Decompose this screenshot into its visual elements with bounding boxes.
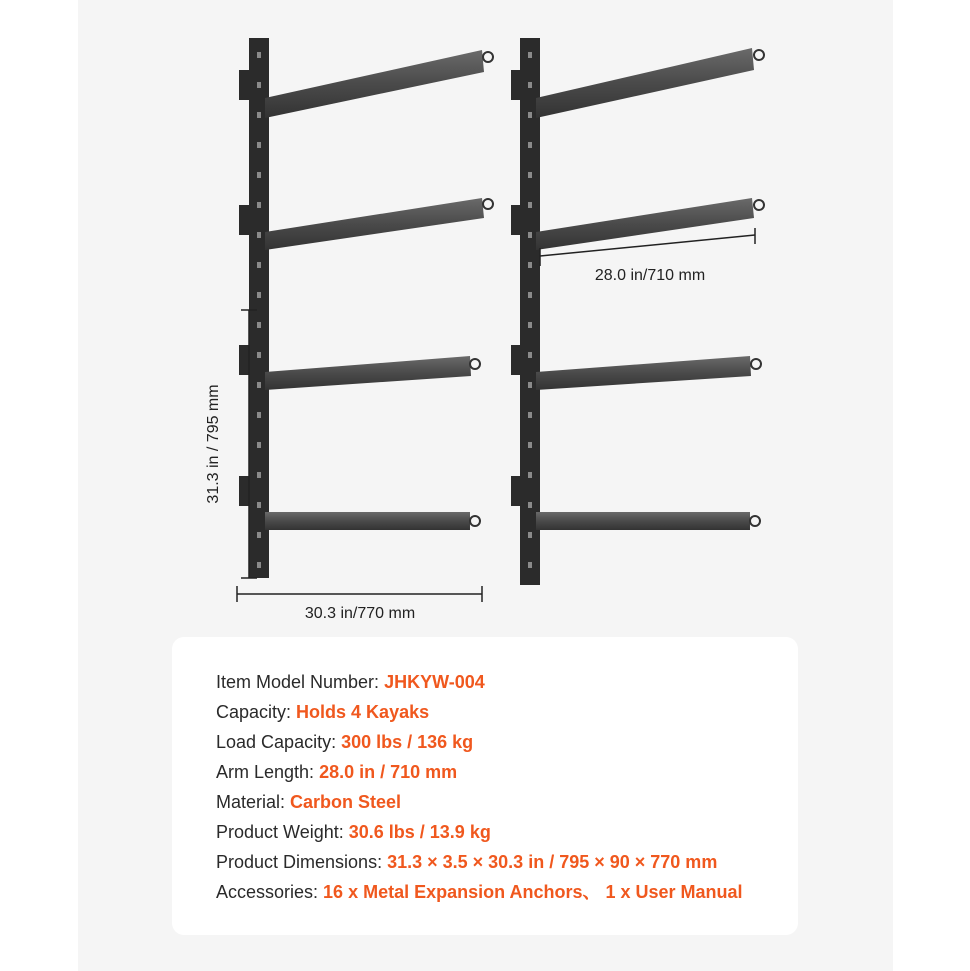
width-dimension-line (237, 586, 482, 602)
right-arm-3 (536, 356, 761, 390)
spec-value: Carbon Steel (290, 792, 402, 812)
left-arm-4 (265, 512, 480, 530)
specifications-list (216, 667, 743, 907)
right-arm-1 (536, 48, 764, 118)
left-rack (239, 38, 493, 578)
spec-label: Load Capacity: (216, 732, 342, 752)
spec-label: Material: (216, 792, 291, 812)
spec-arm-length (216, 757, 743, 787)
spec-value: 28.0 in / 710 mm (319, 762, 458, 782)
spec-value: 300 lbs / 136 kg (341, 732, 474, 752)
spec-label: Item Model Number: (216, 672, 385, 692)
width-dimension-label: 30.3 in/770 mm (304, 605, 416, 622)
spec-product-weight (216, 817, 743, 847)
left-arm-2 (265, 198, 493, 250)
spec-label: Product Dimensions: (216, 852, 388, 872)
spec-value: 31.3 × 3.5 × 30.3 in / 795 × 90 × 770 mm (387, 852, 718, 872)
spec-label: Arm Length: (216, 762, 320, 782)
spec-value: JHKYW-004 (384, 672, 485, 692)
spec-accessories (216, 877, 743, 907)
spec-model-number (216, 667, 743, 697)
spec-capacity (216, 697, 743, 727)
height-dimension-label: 31.3 in / 795 mm (205, 384, 222, 504)
right-arm-4 (536, 512, 760, 530)
left-arm-1 (265, 50, 493, 118)
spec-label: Product Weight: (216, 822, 349, 842)
spec-load-capacity (216, 727, 743, 757)
right-arm-2 (536, 198, 764, 250)
spec-material (216, 787, 743, 817)
right-rack (511, 38, 764, 585)
spec-product-dimensions (216, 847, 743, 877)
spec-label: Accessories: (216, 882, 324, 902)
arm-dimension-label: 28.0 in/710 mm (594, 267, 706, 284)
spec-label: Capacity: (216, 702, 297, 722)
spec-value: Holds 4 Kayaks (296, 702, 430, 722)
specifications-card (172, 637, 798, 935)
spec-value: 16 x Metal Expansion Anchors、 1 x User Manual (323, 882, 743, 902)
left-arm-3 (265, 356, 480, 390)
spec-value: 30.6 lbs / 13.9 kg (348, 822, 491, 842)
